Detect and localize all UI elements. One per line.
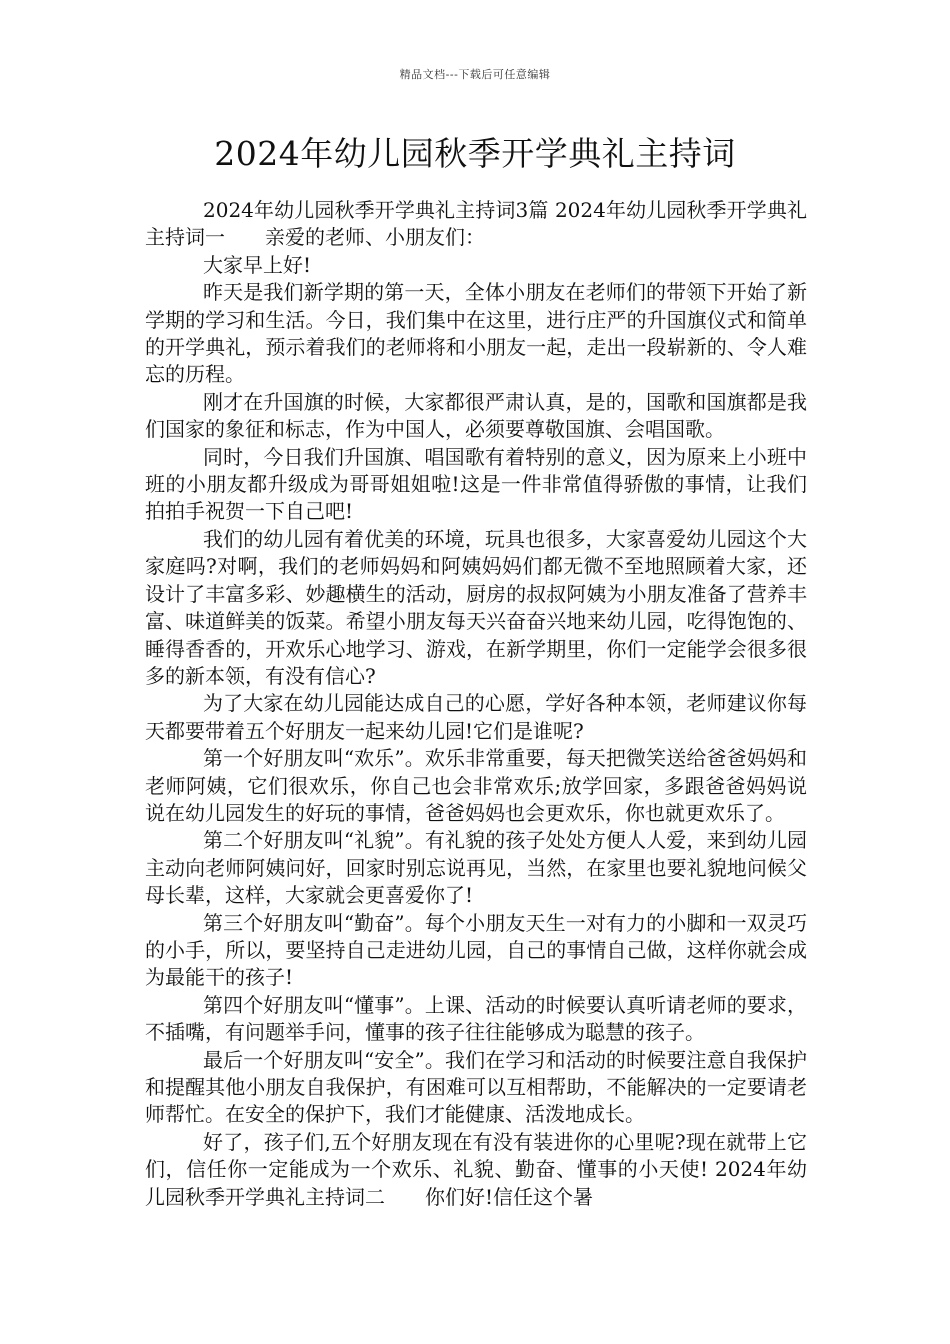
paragraph: 昨天是我们新学期的第一天，全体小朋友在老师们的带领下开始了新学期的学习和生活。今日，我们集中在这里，进行庄严的升国旗仪式和简单的开学典礼，预示着我们的老师将和小朋友一起，走出一段崭新的、令人难忘的历程。 [145,280,807,387]
paragraph: 同时，今日我们升国旗、唱国歌有着特别的意义，因为原来上小班中班的小朋友都升级成为哥哥姐姐啦!这是一件非常值得骄傲的事情，让我们拍拍手祝贺一下自己吧! [145,444,807,524]
paragraph: 我们的幼儿园有着优美的环境，玩具也很多，大家喜爱幼儿园这个大家庭吗?对啊，我们的老师妈妈和阿姨妈妈们都无微不至地照顾着大家，还设计了丰富多彩、妙趣横生的活动，厨房的叔叔阿姨为小朋友准备了营养丰富、味道鲜美的饭菜。希望小朋友每天兴奋奋兴地来幼儿园，吃得饱饱的、睡得香香的，开欢乐心地学习、游戏，在新学期里，你们一定能学会很多很多的新本领，有没有信心? [145,526,807,688]
paragraph: 刚才在升国旗的时候，大家都很严肃认真，是的，国歌和国旗都是我们国家的象征和标志，作为中国人，必须要尊敬国旗、会唱国歌。 [145,389,807,442]
document-body [145,197,807,1211]
paragraph-greeting: 大家早上好! [203,252,312,277]
paragraph-friend-politeness: 第二个好朋友叫“礼貌”。有礼貌的孩子处处方便人人爱，来到幼儿园主动向老师阿姨问好，回家时别忘说再见，当然，在家里也要礼貌地问候父母长辈，这样，大家就会更喜爱你了! [145,828,807,908]
paragraph-intro: 2024年幼儿园秋季开学典礼主持词3篇 2024年幼儿园秋季开学典礼主持词一 亲爱的老师、小朋友们： [145,198,807,250]
paragraph-closing: 好了，孩子们,五个好朋友现在有没有装进你的心里呢?现在就带上它们，信任你一定能成为一个欢乐、礼貌、勤奋、懂事的小天使! 2024年幼儿园秋季开学典礼主持词二 你们好!信任这个暑 [145,1129,807,1209]
paragraph-friend-safety: 最后一个好朋友叫“安全”。我们在学习和活动的时候要注意自我保护和提醒其他小朋友自我保护，有困难可以互相帮助，不能解决的一定要请老师帮忙。在安全的保护下，我们才能健康、活泼地成长。 [145,1047,807,1127]
paragraph-friend-sensible: 第四个好朋友叫“懂事”。上课、活动的时候要认真听请老师的要求，不插嘴，有问题举手问，懂事的孩子往往能够成为聪慧的孩子。 [145,992,807,1045]
paragraph: 为了大家在幼儿园能达成自己的心愿，学好各种本领，老师建议你每天都要带着五个好朋友一起来幼儿园!它们是谁呢? [145,691,807,743]
paragraph-friend-happiness: 第一个好朋友叫“欢乐”。欢乐非常重要，每天把微笑送给爸爸妈妈和老师阿姨，它们很欢乐，你自己也会非常欢乐;放学回家，多跟爸爸妈妈说说在幼儿园发生的好玩的事情，爸爸妈妈也会更欢乐，你也就更欢乐了。 [145,746,807,825]
paragraph-friend-diligence: 第三个好朋友叫“勤奋”。每个小朋友天生一对有力的小脚和一双灵巧的小手，所以，要坚持自己走进幼儿园，自己的事情自己做，这样你就会成为最能干的孩子! [145,910,807,990]
document-title: 2024年幼儿园秋季开学典礼主持词 [214,134,736,173]
page-header-watermark: 精品文档---下载后可任意编辑 [399,68,551,81]
